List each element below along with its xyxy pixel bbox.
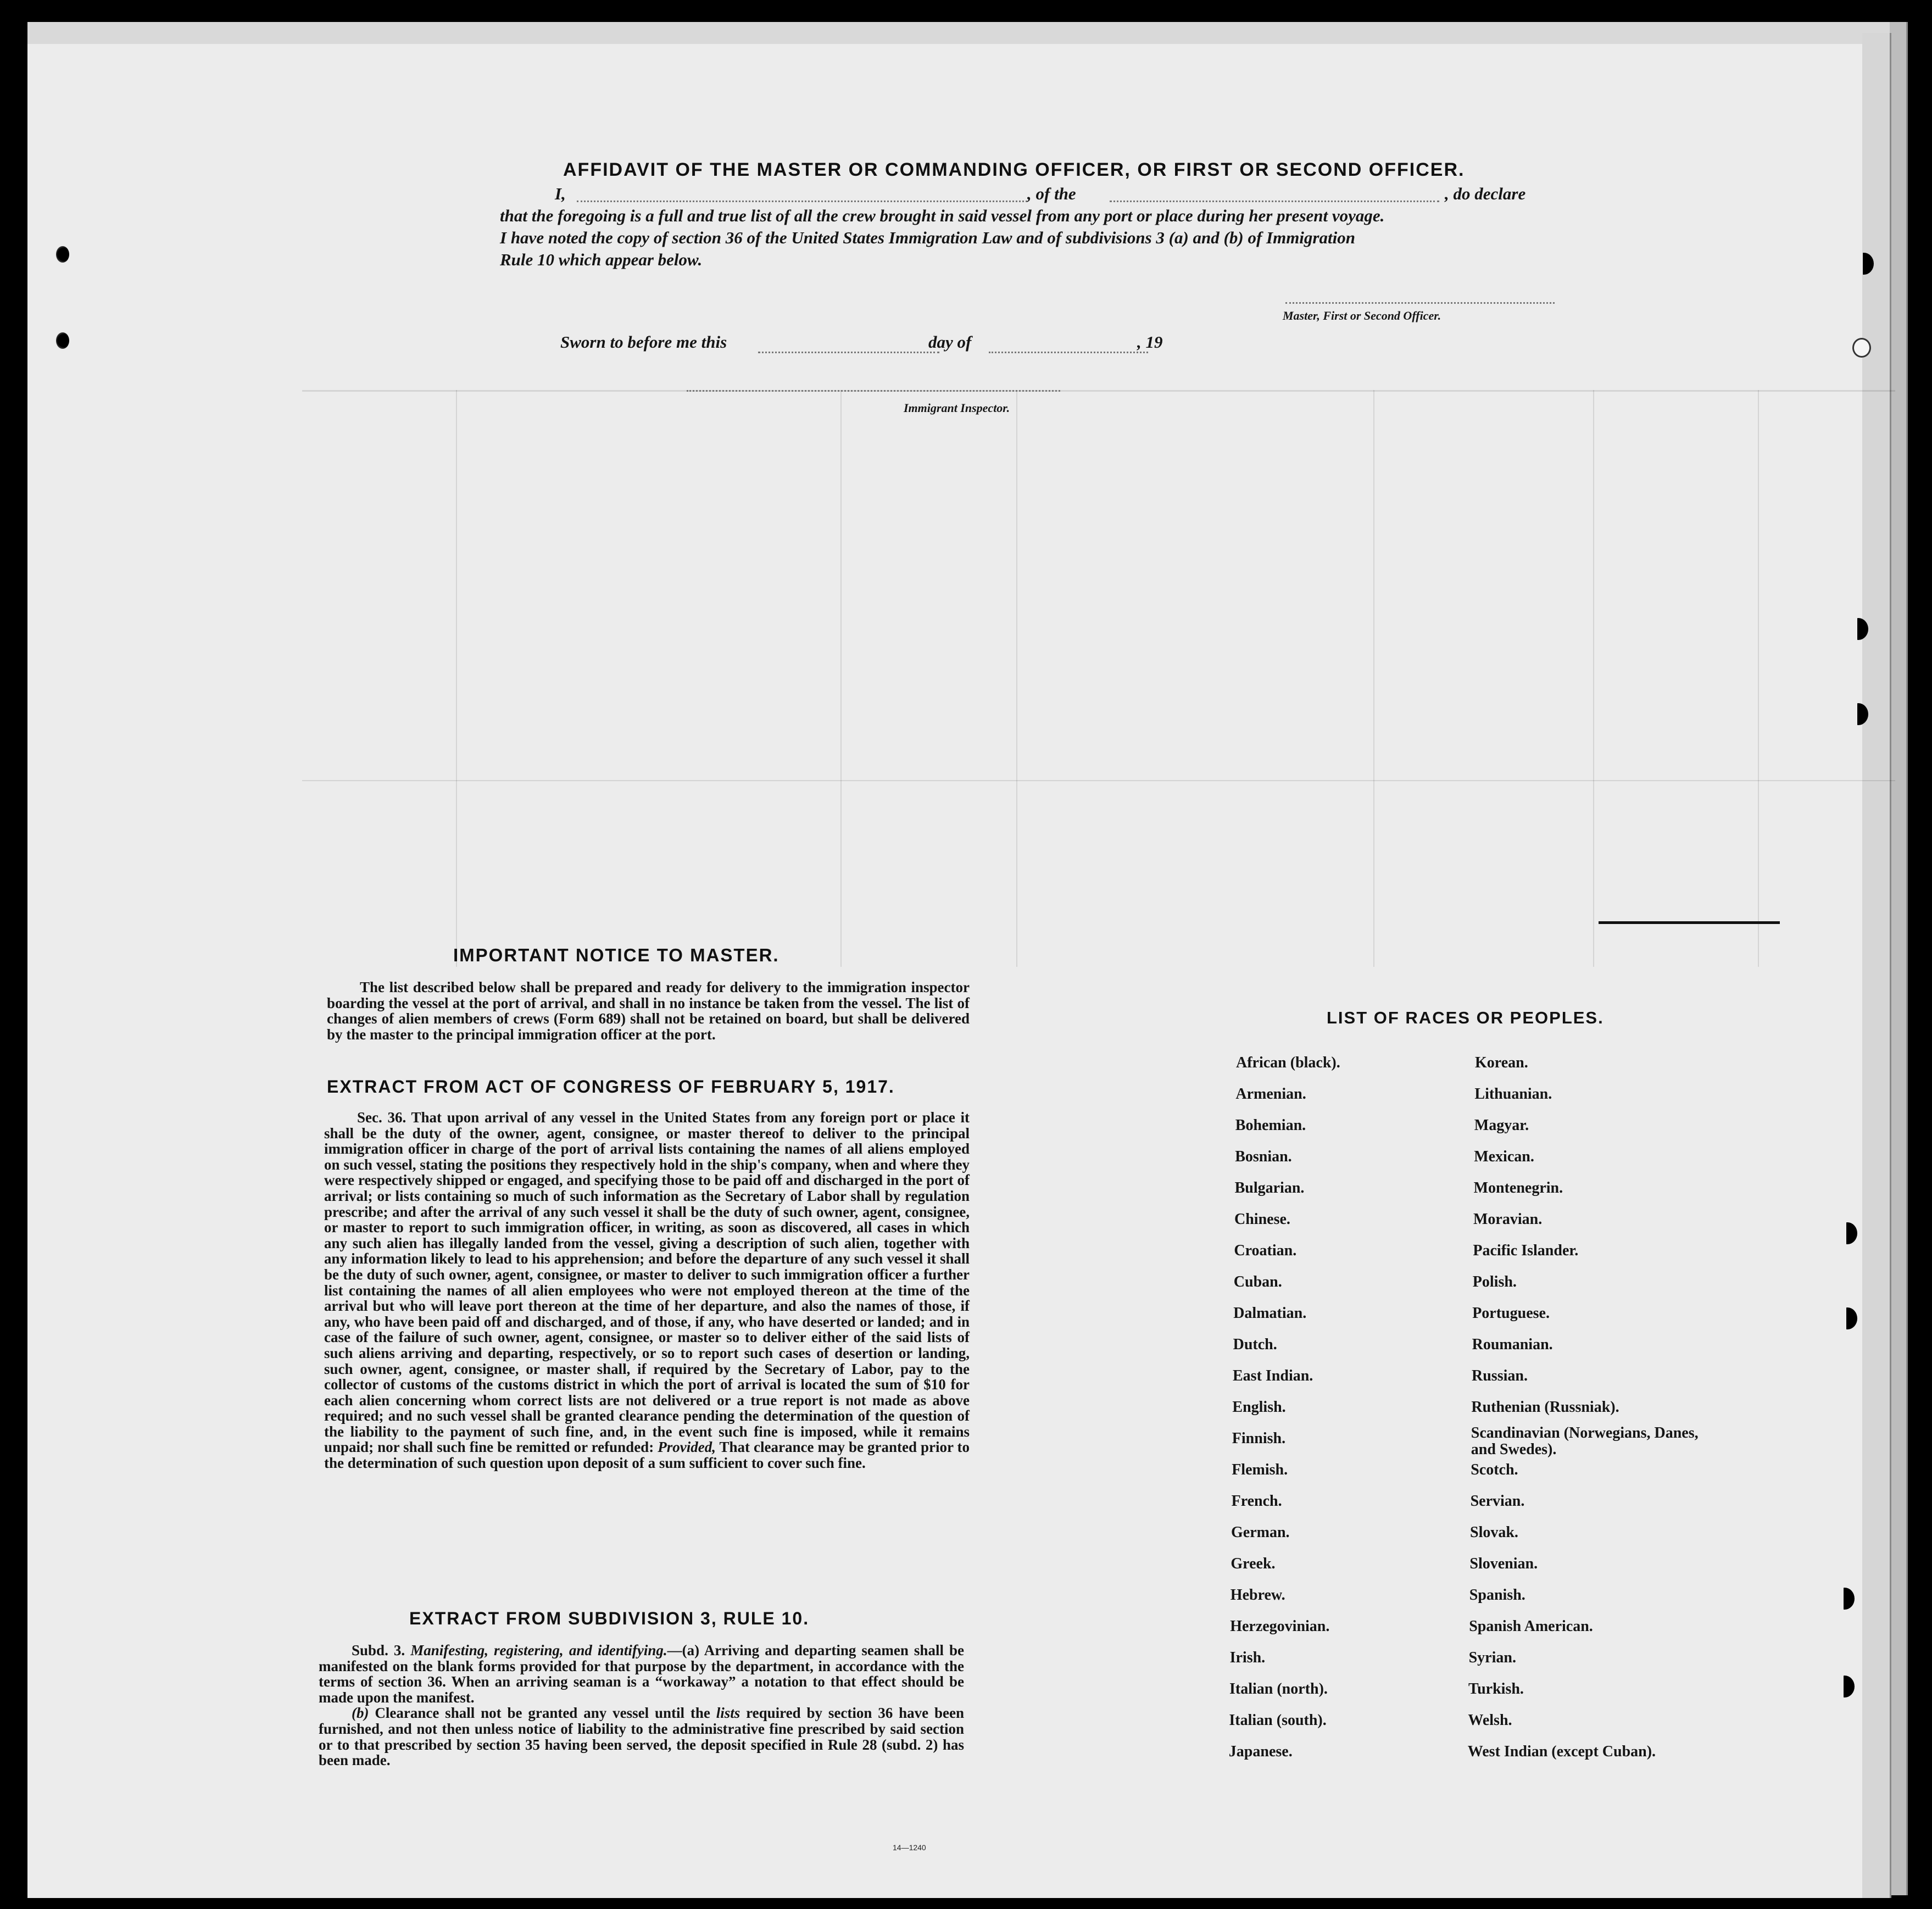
sworn-month-blank[interactable] <box>989 352 1148 353</box>
act-text: That upon arrival of any vessel in the United States from any foreign port or place it shall be the duty of the owner, agent, consignee, or master thereof to deliver to the principal immigration officer in charge of the port of arrival lists containing the names of all aliens employed on such vessel, stating the positions they respectively hold in the ship's company, when and where they were respectively shipped or engaged, and specifying those to be paid off and discharged in the port of arrival; or lists containing so much of such information as the Secretary of Labor shall by regulation prescribe; and after the arrival of any such vessel it shall be the duty of such owner, agent, consignee, or master to report to such immigration officer, in writing, as soon as discovered, all cases in which any such alien has illegally landed from the vessel, giving a description of such alien, together with any information likely to lead to his apprehension; and before the departure of any such vessel it shall be the duty of such owner, agent, consignee, or master to deliver to such immigration officer a further list containing the names of all alien employees who were not employed thereon at the time of the arrival but who will leave port thereon at the time of her departure, and also the names of those, if any, who have been paid off and discharged, and of those, if any, who have deserted or landed; and in case of the failure of such owner, agent, consignee, or master so to deliver either of the said lists of such aliens arriving and departing, respectively, or so to report such cases of desertion or landing, such owner, agent, consignee, or master shall, if required by the Secretary of Labor, pay to the collector of customs of the customs district in which the port of arrival is located the sum of $10 for each alien concerning whom correct lists are not delivered or a true report is not made as above required; and no such vessel shall be granted clearance pending the determination of the question of the liability to the payment of such fine, and, in the event such fine is imposed, while it remains unpaid; nor shall such fine be remitted or refunded: <box>324 1109 970 1456</box>
form-sheet <box>27 44 1862 1898</box>
affidavit-line-4: Rule 10 which appear below. <box>500 250 703 269</box>
race-left-item: Dalmatian. <box>1233 1305 1307 1322</box>
race-left-item: Bulgarian. <box>1234 1179 1305 1196</box>
act-paragraph <box>324 1110 970 1471</box>
race-left-item: Armenian. <box>1235 1086 1306 1103</box>
affidavit-of-the-label: , of the <box>1027 184 1076 203</box>
rule-part-b-label: (b) <box>352 1705 369 1722</box>
rule-title: EXTRACT FROM SUBDIVISION 3, RULE 10. <box>409 1609 810 1628</box>
vessel-blank[interactable] <box>1110 201 1439 202</box>
race-left-item: Hebrew. <box>1230 1587 1285 1604</box>
bleed-through-rule <box>1758 390 1759 967</box>
race-left-item: English. <box>1232 1399 1286 1416</box>
race-left-item: Bohemian. <box>1235 1117 1306 1134</box>
punch-hole <box>1852 338 1871 358</box>
inspector-signature-blank[interactable] <box>687 390 1060 392</box>
day-of-label: day of <box>928 332 972 352</box>
race-right-item: Servian. <box>1470 1493 1525 1510</box>
pen-stroke <box>1599 921 1780 924</box>
notice-title: IMPORTANT NOTICE TO MASTER. <box>453 945 780 965</box>
act-title: EXTRACT FROM ACT OF CONGRESS OF FEBRUARY 5, 1917. <box>327 1077 895 1097</box>
race-left-item: Irish. <box>1229 1649 1266 1666</box>
rule-part-a: —(a) Arriving and departing seamen shall be manifested on the blank forms provided for that purpose by the department, in accordance with the terms of section 36. When an arriving seaman is a “workaway” a notation to that effect should be made upon the manifest. <box>319 1642 964 1706</box>
margin-hole <box>56 332 69 349</box>
race-left-item: Bosnian. <box>1235 1148 1292 1165</box>
race-right-item: Mexican. <box>1474 1148 1534 1165</box>
race-right-item: Slovenian. <box>1469 1555 1538 1572</box>
race-right-item: West Indian (except Cuban). <box>1467 1743 1656 1760</box>
margin-hole <box>56 246 69 263</box>
notice-text: The list described below shall be prepared and ready for delivery to the immigration inspector boarding the vessel at the port of arrival, and shall in no instance be taken from the vessel. The list of changes of alien members of crews (Form 689) shall not be retained on board, but shall be delivered by the master to the principal immigration officer at the port. <box>327 979 970 1043</box>
race-left-item: Croatian. <box>1234 1242 1297 1259</box>
race-left-item: German. <box>1231 1524 1290 1541</box>
race-right-item: Montenegrin. <box>1473 1179 1563 1196</box>
race-right-item: Slovak. <box>1470 1524 1518 1541</box>
name-blank[interactable] <box>577 201 1027 202</box>
race-right-item: Turkish. <box>1468 1680 1524 1697</box>
race-left-item: Chinese. <box>1234 1211 1290 1228</box>
punch-hole <box>1854 253 1874 275</box>
page-stack-shadow <box>27 22 1895 44</box>
rule-subd-label: Subd. 3. <box>352 1642 405 1658</box>
races-title: LIST OF RACES OR PEOPLES. <box>1327 1008 1604 1027</box>
race-right-item: Korean. <box>1475 1054 1528 1071</box>
act-text-end: That clearance may be granted prior to the determination of such question upon deposit of a sum sufficient to cover such fine. <box>324 1439 970 1472</box>
race-right-item: Spanish American. <box>1469 1618 1593 1635</box>
race-right-item: Scandinavian (Norwegians, Danes, and Swedes). <box>1471 1424 1699 1458</box>
race-right-item: Pacific Islander. <box>1473 1242 1579 1259</box>
bleed-through-rule <box>1593 390 1594 967</box>
bleed-through-rule <box>302 390 1895 392</box>
affidavit-line-3: I have noted the copy of section 36 of the United States Immigration Law and of subdivisions 3 (a) and (b) of Immigration <box>500 228 1355 247</box>
punch-hole <box>1838 1222 1857 1244</box>
notice-paragraph <box>327 979 970 1042</box>
rule-paragraph <box>319 1643 964 1768</box>
punch-hole <box>1835 1676 1855 1697</box>
race-right-item: Magyar. <box>1474 1117 1529 1134</box>
race-left-item: Greek. <box>1231 1555 1276 1572</box>
rule-part-b-lists: lists <box>716 1705 740 1722</box>
rule-part-b-2: required by section 36 have been furnished, and not then unless notice of liability to the administrative fine prescribed by said section or to that prescribed by section 35 having been served, the deposit specified in Rule 28 (subd. 2) has been made. <box>319 1705 964 1769</box>
bleed-through-rule <box>1016 390 1017 967</box>
race-right-item: Scotch. <box>1471 1461 1518 1478</box>
race-left-item: Italian (south). <box>1229 1712 1327 1729</box>
page-stack-edge <box>1890 22 1908 1895</box>
race-left-item: Herzegovinian. <box>1230 1618 1330 1635</box>
race-right-item: Russian. <box>1472 1367 1528 1384</box>
affidavit-i-label: I, <box>555 184 566 203</box>
punch-hole <box>1849 703 1868 725</box>
race-right-item: Polish. <box>1472 1273 1517 1290</box>
race-left-item: French. <box>1231 1493 1282 1510</box>
race-right-item: Syrian. <box>1468 1649 1516 1666</box>
race-left-item: Cuban. <box>1233 1273 1282 1290</box>
race-left-item: African (black). <box>1236 1054 1340 1071</box>
race-right-item: Roumanian. <box>1472 1336 1553 1353</box>
bleed-through-rule <box>456 390 457 967</box>
race-right-item: Welsh. <box>1468 1712 1512 1729</box>
race-left-item: Italian (north). <box>1229 1680 1328 1697</box>
affidavit-title: AFFIDAVIT OF THE MASTER OR COMMANDING OFFICER, OR FIRST OR SECOND OFFICER. <box>563 159 1465 180</box>
sworn-label: Sworn to before me this <box>560 332 727 352</box>
race-left-item: Flemish. <box>1232 1461 1288 1478</box>
form-number: 14—1240 <box>893 1843 926 1852</box>
race-right-item: Moravian. <box>1473 1211 1543 1228</box>
rule-subd-title: Manifesting, registering, and identifying. <box>410 1642 667 1658</box>
race-left-item: Finnish. <box>1232 1430 1286 1447</box>
master-caption: Master, First or Second Officer. <box>1283 309 1441 322</box>
master-signature-blank[interactable] <box>1285 302 1555 304</box>
race-right-item: Spanish. <box>1469 1587 1525 1604</box>
race-right-item: Portuguese. <box>1472 1305 1550 1322</box>
sworn-day-blank[interactable] <box>758 352 939 353</box>
punch-hole <box>1835 1588 1855 1610</box>
affidavit-declare-label: , do declare <box>1445 184 1526 203</box>
punch-hole <box>1838 1307 1857 1329</box>
bleed-through-rule <box>302 780 1895 781</box>
year-label: , 19 <box>1137 332 1163 352</box>
bleed-through-rule <box>1373 390 1374 967</box>
race-right-item: Ruthenian (Russniak). <box>1471 1399 1619 1416</box>
punch-hole <box>1849 618 1868 640</box>
page-stack-edge <box>1862 33 1891 1898</box>
affidavit-line-2: that the foregoing is a full and true list of all the crew brought in said vessel from any port or place during her present voyage. <box>500 206 1385 225</box>
inspector-caption: Immigrant Inspector. <box>904 401 1010 415</box>
act-provided: Provided, <box>658 1439 716 1456</box>
act-section-label: Sec. 36. <box>357 1109 407 1126</box>
race-right-item: Lithuanian. <box>1474 1086 1552 1103</box>
bleed-through-rule <box>840 390 842 967</box>
race-left-item: Japanese. <box>1228 1743 1293 1760</box>
race-left-item: Dutch. <box>1233 1336 1277 1353</box>
race-left-item: East Indian. <box>1233 1367 1313 1384</box>
rule-part-b-1: Clearance shall not be granted any vessel until the <box>375 1705 710 1722</box>
